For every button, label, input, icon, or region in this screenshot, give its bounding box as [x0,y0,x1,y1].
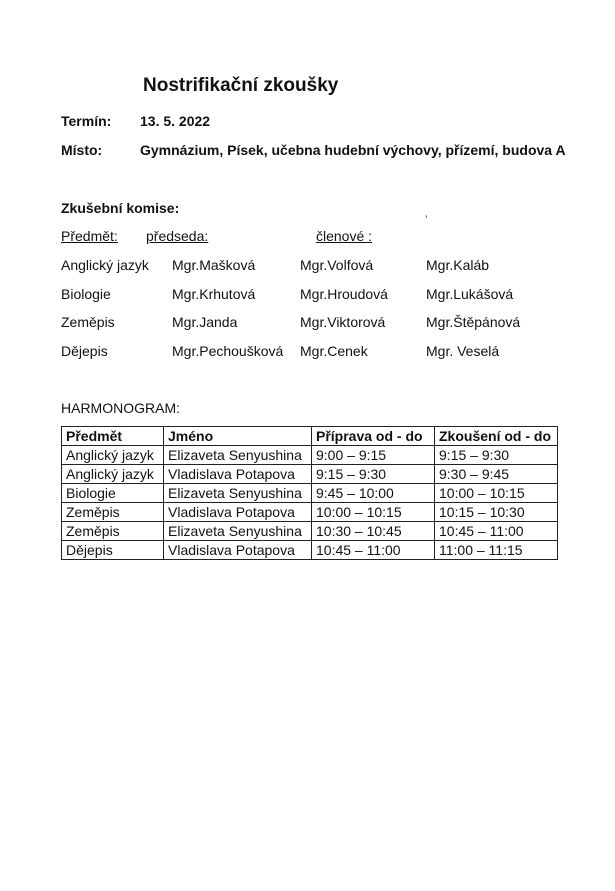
komise-clen-2: Mgr.Lukášová [426,286,514,302]
column-header-predmet: Předmět [62,427,164,446]
table-row [62,484,558,503]
cell-zkouseni: 10:00 – 10:15 [435,484,558,503]
komise-predmet: Dějepis [61,343,108,359]
cell-zkouseni: 9:30 – 9:45 [435,465,558,484]
cell-priprava: 10:45 – 11:00 [312,541,435,560]
table-row [62,522,558,541]
cell-jmeno: Elizaveta Senyushina [164,522,312,541]
termin-value: 13. 5. 2022 [140,113,211,129]
table-header-row [62,427,558,446]
cell-priprava: 9:15 – 9:30 [312,465,435,484]
komise-clen-1: Mgr.Hroudová [300,286,388,302]
cell-jmeno: Vladislava Potapova [164,503,312,522]
harmonogram-table [61,426,558,560]
cell-predmet: Anglický jazyk [62,446,164,465]
komise-predseda: Mgr.Krhutová [172,286,256,302]
cell-predmet: Zeměpis [62,522,164,541]
table-row [62,446,558,465]
komise-predseda: Mgr.Mašková [172,257,256,273]
komise-predseda: Mgr.Janda [172,314,238,330]
komise-clen-1: Mgr.Viktorová [300,314,386,330]
cell-jmeno: Elizaveta Senyushina [164,446,312,465]
misto-value: Gymnázium, Písek, učebna hudební výchovy, přízemí, budova A [140,142,566,158]
cell-zkouseni: 9:15 – 9:30 [435,446,558,465]
komise-predseda: Mgr.Pechoušková [172,343,284,359]
cell-priprava: 9:00 – 9:15 [312,446,435,465]
komise-clen-1: Mgr.Cenek [300,343,368,359]
cell-jmeno: Vladislava Potapova [164,465,312,484]
cell-zkouseni: 11:00 – 11:15 [435,541,558,560]
cell-priprava: 10:00 – 10:15 [312,503,435,522]
table-row [62,465,558,484]
komise-header-clenove: členové : [316,228,373,244]
stray-mark: ’ [425,214,428,226]
harmonogram-heading: HARMONOGRAM: [61,400,180,416]
table-row [62,541,558,560]
cell-jmeno: Vladislava Potapova [164,541,312,560]
komise-clen-2: Mgr.Štěpánová [426,314,521,330]
cell-predmet: Dějepis [62,541,164,560]
cell-jmeno: Elizaveta Senyushina [164,484,312,503]
komise-predmet: Zeměpis [61,314,115,330]
column-header-zkouseni: Zkoušení od - do [435,427,558,446]
cell-predmet: Biologie [62,484,164,503]
komise-predmet: Anglický jazyk [61,257,149,273]
cell-priprava: 9:45 – 10:00 [312,484,435,503]
cell-predmet: Zeměpis [62,503,164,522]
komise-clen-2: Mgr. Veselá [426,343,500,359]
komise-header-predseda: předseda: [146,228,209,244]
komise-clen-1: Mgr.Volfová [300,257,374,273]
komise-clen-2: Mgr.Kaláb [426,257,490,273]
komise-header-predmet: Předmět: [61,228,118,244]
page-title: Nostrifikační zkoušky [143,75,339,96]
termin-label: Termín: [61,113,112,129]
komise-predmet: Biologie [61,286,111,302]
column-header-jmeno: Jméno [164,427,312,446]
misto-label: Místo: [61,142,103,158]
cell-zkouseni: 10:15 – 10:30 [435,503,558,522]
table-row [62,503,558,522]
komise-heading: Zkušební komise: [61,200,180,216]
cell-zkouseni: 10:45 – 11:00 [435,522,558,541]
cell-priprava: 10:30 – 10:45 [312,522,435,541]
column-header-priprava: Příprava od - do [312,427,435,446]
cell-predmet: Anglický jazyk [62,465,164,484]
